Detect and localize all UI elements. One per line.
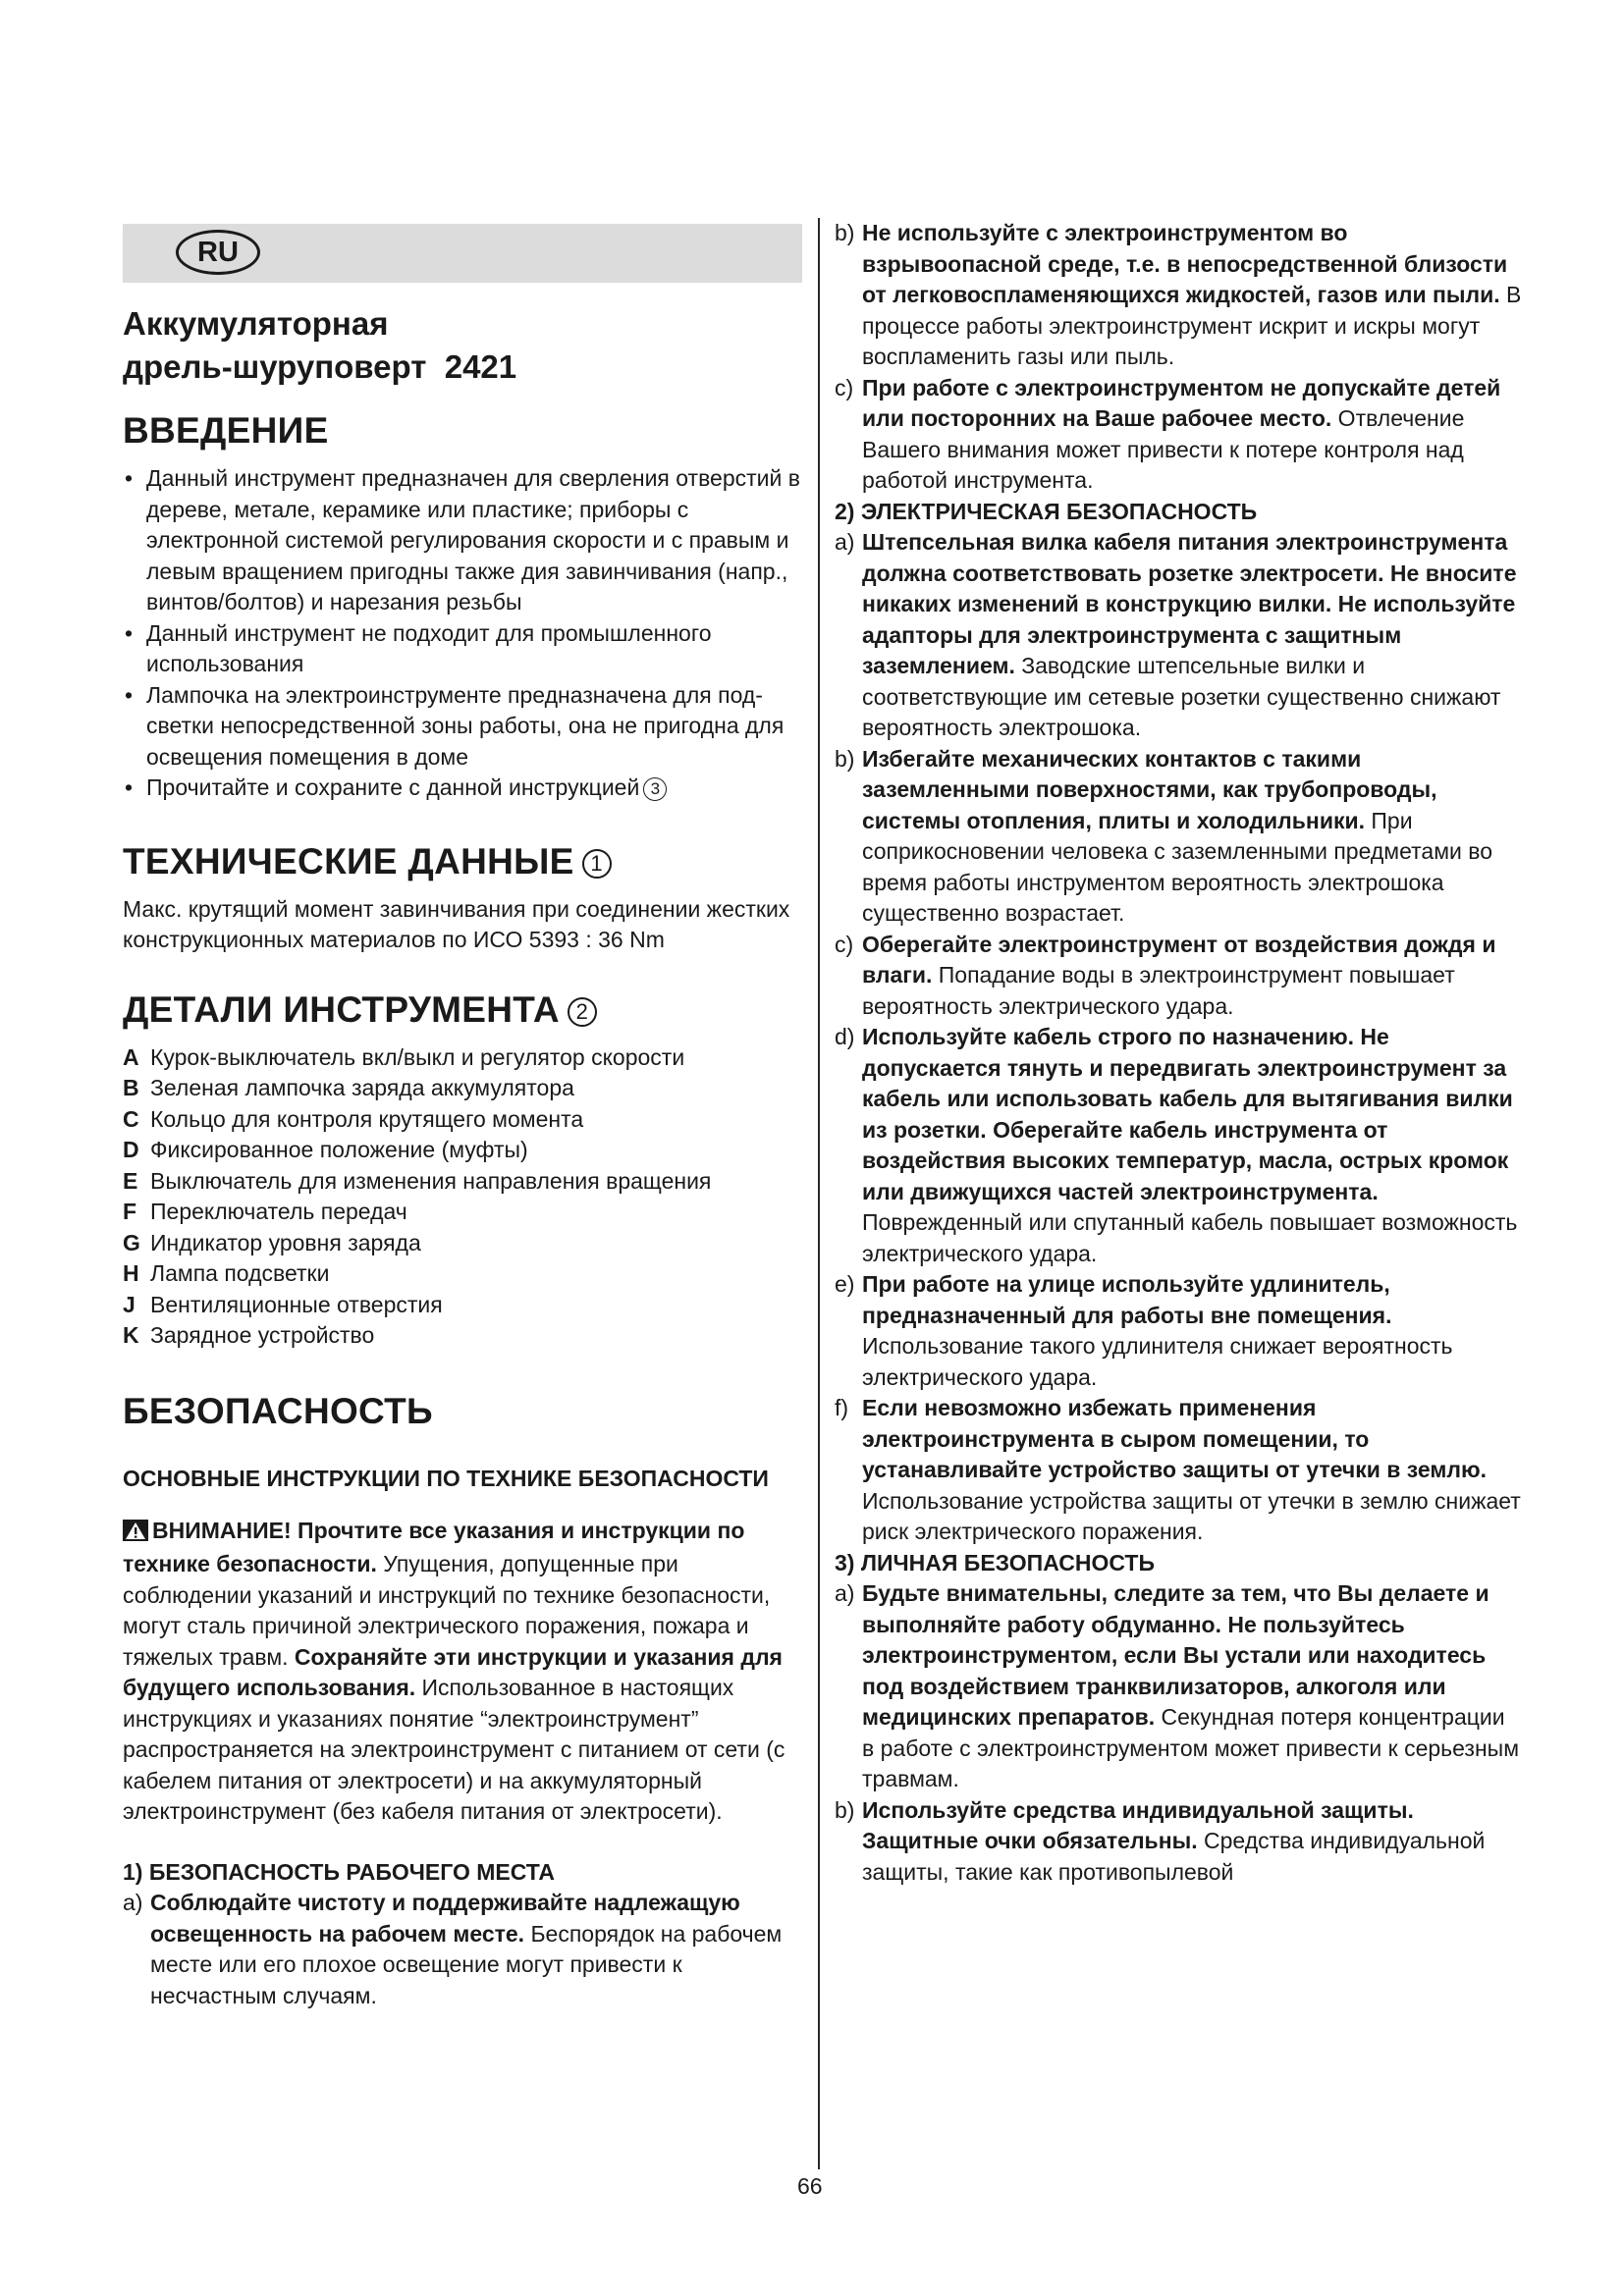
part-item [123,1197,802,1228]
warning-paragraph [123,1516,802,1828]
product-title-line2: дрель-шуруповерт 2421 [123,348,517,385]
part-text: Курок-выключатель вкл/выкл и регулятор скорости [150,1043,685,1070]
warning-bold-1: ВНИМАНИЕ! Прочтите все указания и инструкции по технике безопасности. [123,1517,745,1576]
item-marker: d) [835,1024,855,1049]
figure-ref-3: 3 [643,777,667,801]
part-item [123,1135,802,1166]
part-letter: B [123,1075,139,1100]
item-bold: Штепсельная вилка кабеля питания электроинструмента должна соответствовать розетке электросети. Не вносите никаких изменений в конструкцию вилки. Не используйте адапторы для электроинструмента с защитным заземлением. [862,529,1517,678]
part-text: Зарядное устройство [150,1322,375,1348]
part-letter: K [123,1322,139,1348]
item-text: Попадание воды в электроинструмент повышает вероятность электрического удара. [862,962,1455,1019]
section-2-item-f [835,1393,1522,1548]
item-text: Использование такого удлинителя снижает вероятность электрического удара. [862,1333,1453,1390]
item-marker: a) [835,529,855,555]
page-number: 66 [797,2173,823,2199]
language-badge: RU [176,230,260,275]
language-bar [123,224,802,283]
item-text: В процессе работы электроинструмент искрит и искры могут воспламенить газы или пыль. [862,282,1522,369]
figure-ref-2: 2 [568,997,597,1027]
warning-bold-2: Сохраняйте эти инструкции и указания для будущего использования. [123,1643,783,1700]
section-2-item-b [835,744,1522,930]
right-column [835,218,1522,1888]
part-text: Индикатор уровня заряда [150,1229,421,1255]
item-marker: b) [835,220,855,245]
intro-bullet-1: • Данный инструмент предназначен для сверления отверстий в дереве, метале, керамике или пластике; приборы с электронной системой регулирования скорости и с правым и левым вращением пригодны также дия завинчивания (напр., винтов/болтов) и нарезания резьбы [123,463,802,618]
item-bold: При работе на улице используйте удлинитель, предназначенный для работы вне помещения. [862,1271,1392,1328]
item-marker: b) [835,1796,855,1823]
item-text: Отвлечение Вашего внимания может привести к потере контроля над работой инструмента. [862,405,1465,493]
item-text: Заводские штепсельные вилки и соответствующие им сетевые розетки существенно снижают вероятность электрошока. [862,653,1501,740]
product-title-line1: Аккумуляторная [123,305,389,342]
section-2-heading: 2) ЭЛЕКТРИЧЕСКАЯ БЕЗОПАСНОСТЬ [835,498,1258,524]
item-bold: Используйте средства индивидуальной защиты. Защитные очки обязательны. [862,1796,1414,1853]
tech-text: Макс. крутящий момент завинчивания при соединении жестких конструкционных материалов по ИСО 5393 : 36 Nm [123,895,790,952]
item-bold: Используйте кабель строго по назначению. Не допускается тянуть и передвигать электроинструмент за кабель или использовать кабель для вытягивания вилки из розетки. Оберегайте кабель инструмента от воздействия высоких температур, масла, острых кромок или движущихся частей электроинструмента. [862,1024,1513,1204]
item-bold: Не используйте с электроинструментом во взрывоопасной среде, т.е. в непосредственной близости от легковоспламеняющихся жидкостей, газов или пыли. [862,220,1508,307]
warning-text-1: Упущения, допущенные при соблюдении указаний и инструкций по технике безопасности, могут сталь причиной электрического поражения, пожара и тяжелых травм. [123,1551,771,1670]
section-2-item-d [835,1022,1522,1269]
item-marker: f) [835,1395,849,1420]
parts-heading [123,988,802,1033]
warning-triangle-icon [123,1519,148,1550]
item-text: Средства индивидуальной защиты, такие как противопылевой [862,1828,1486,1885]
item-text: Поврежденный или спутанный кабель повышает возможность электрического удара. [862,1209,1518,1266]
item-bold: При работе с электроинструментом не допускайте детей или посторонних на Ваше рабочее место. [862,374,1501,431]
intro-list [123,463,802,804]
part-text: Выключатель для изменения направления вращения [150,1167,712,1194]
warning-text-2: Использованное в настоящих инструкциях и указаниях понятие “электроинструмент” распространяется на электроинструмент с питанием от сети (с кабелем питания от электросети) и на аккумуляторный электроинструмент (без кабеля питания от электросети). [123,1675,785,1824]
item-bold: Оберегайте электроинструмент от воздействия дождя и влаги. [862,931,1496,988]
parts-list [123,1042,802,1352]
item-bold: Соблюдайте чистоту и поддерживайте надлежащую освещенность на рабочем месте. [150,1890,740,1947]
part-letter: E [123,1167,138,1194]
safety-subheading: ОСНОВНЫЕ ИНСТРУКЦИИ ПО ТЕХНИКЕ БЕЗОПАСНОСТИ [123,1465,769,1491]
intro-bullet-4 [123,773,802,804]
column-divider [818,218,820,2169]
section-1-item-b [835,218,1522,373]
tech-heading-text: ТЕХНИЧЕСКИЕ ДАННЫЕ [123,840,574,881]
item-bold: Будьте внимательны, следите за тем, что Вы делаете и выполняйте работу обдуманно. Не пользуйтесь электроинструментом, если Вы устали или находитесь под воздействием транквилизаторов, алкоголя или медицинских препаратов. [862,1580,1489,1730]
tech-heading [123,839,802,884]
section-1-item-a [123,1888,802,2011]
part-letter: J [123,1291,135,1317]
product-title [123,302,802,389]
part-item [123,1320,802,1352]
safety-heading: БЕЗОПАСНОСТЬ [123,1390,433,1431]
section-2-item-c [835,930,1522,1023]
item-text: Секундная потеря концентрации в работе с электроинструментом может привести к серьезным травмам. [862,1704,1520,1791]
section-1-heading: 1) БЕЗОПАСНОСТЬ РАБОЧЕГО МЕСТА [123,1858,556,1885]
item-marker: c) [835,374,854,400]
section-3-item-a [835,1578,1522,1795]
intro-bullet-3: • Лампочка на электроинструменте предназначена для под-светки непосредственной зоны работы, она не пригодна для освещения помещения в доме [123,680,802,774]
intro-bullet-2: • Данный инструмент не подходит для промышленного использования [123,618,802,680]
item-marker: a) [835,1580,855,1606]
part-text: Кольцо для контроля крутящего момента [150,1105,584,1132]
part-text: Фиксированное положение (муфты) [150,1137,528,1162]
part-letter: C [123,1105,139,1132]
part-item [123,1104,802,1136]
parts-heading-text: ДЕТАЛИ ИНСТРУМЕНТА [123,988,560,1030]
item-text: При соприкосновении человека с заземленными предметами во время работы инструментом вероятность электрошока существенно возрастает. [862,807,1492,926]
item-text: Беспорядок на рабочем месте или его плохое освещение могут привести к несчастным случаям. [150,1920,783,2008]
intro-bullet-4-text: Прочитайте и сохраните с данной инструкцией [146,774,640,800]
part-text: Зеленая лампочка заряда аккумулятора [150,1075,574,1100]
part-letter: A [123,1043,139,1070]
part-text: Лампа подсветки [150,1260,330,1286]
part-text: Переключатель передач [150,1199,407,1224]
part-item [123,1228,802,1259]
item-bold: Избегайте механических контактов с такими заземленными поверхностями, как трубопроводы, системы отопления, плиты и холодильники. [862,745,1437,833]
section-2-item-e [835,1269,1522,1393]
part-letter: G [123,1229,140,1255]
part-text: Вентиляционные отверстия [150,1291,443,1317]
item-marker: e) [835,1271,855,1297]
section-3-item-b [835,1795,1522,1889]
part-letter: D [123,1137,139,1162]
figure-ref-1: 1 [582,849,612,879]
item-text: Использование устройства защиты от утечки в землю снижает риск электрического поражения. [862,1487,1521,1544]
section-1-item-c [835,373,1522,497]
intro-heading: ВВЕДЕНИЕ [123,410,329,451]
item-marker: c) [835,931,854,957]
part-item [123,1166,802,1198]
item-marker: a) [123,1890,143,1915]
section-2-item-a [835,527,1522,744]
item-bold: Если невозможно избежать применения электроинструмента в сыром помещении, то устанавливайте устройство защиты от утечки в землю. [862,1395,1488,1482]
item-marker: b) [835,745,855,772]
part-letter: F [123,1199,137,1224]
part-letter: H [123,1260,139,1286]
part-item [123,1042,802,1074]
left-column [123,224,802,2011]
part-item [123,1073,802,1104]
section-3-heading: 3) ЛИЧНАЯ БЕЗОПАСНОСТЬ [835,1549,1155,1575]
part-item [123,1258,802,1290]
part-item [123,1290,802,1321]
